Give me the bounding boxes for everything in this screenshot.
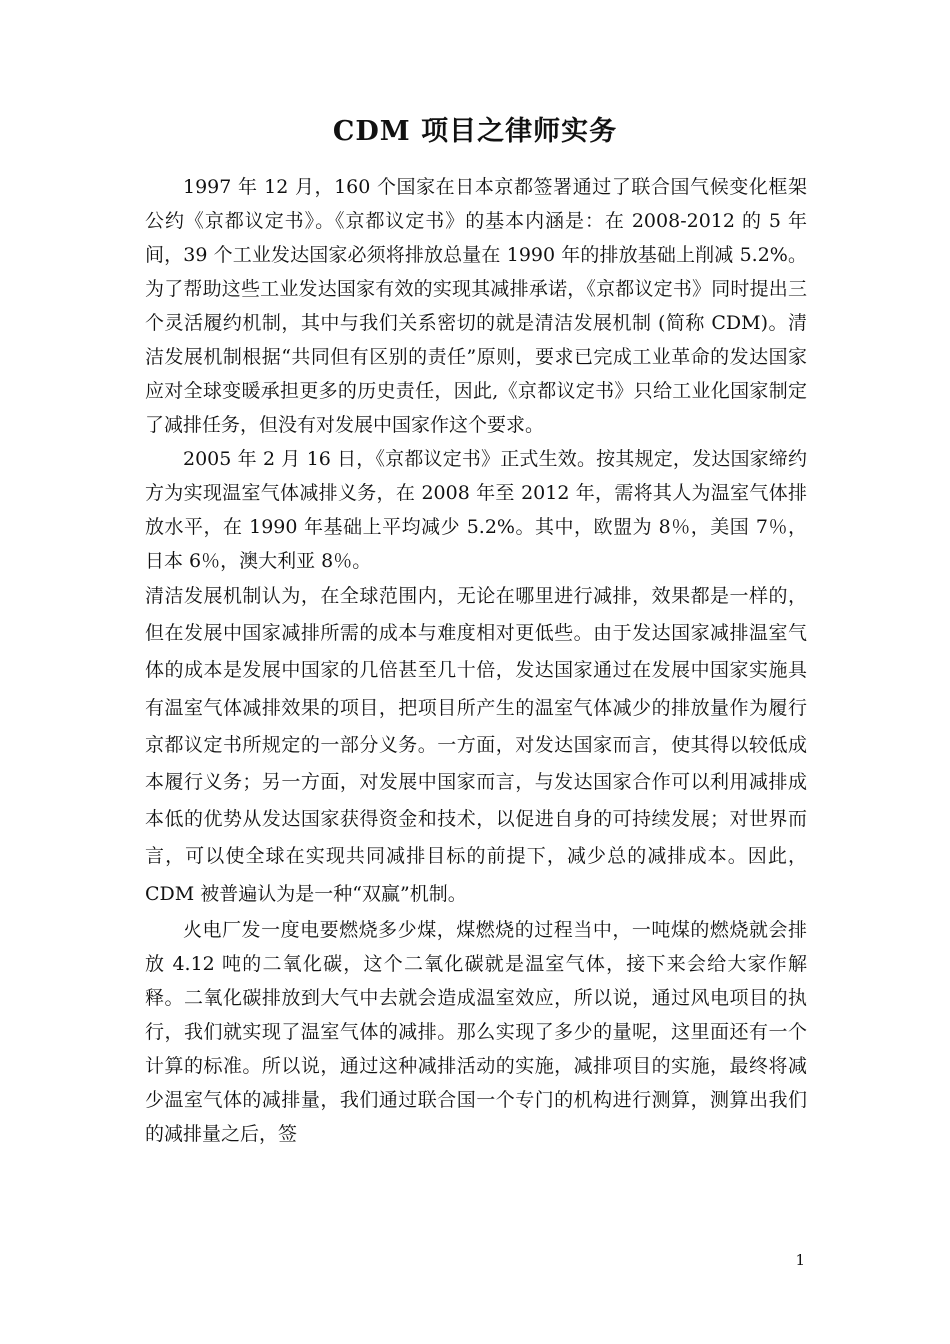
paragraph-kyoto-protocol: 1997 年 12 月，160 个国家在日本京都签署通过了联合国气候变化框架公约《京都议定书》。《京都议定书》的基本内涵是：在 2008-2012 的 5 年间，39 个工业发达国家必须将排放总量在 1990 年的排放基础上削减 5.2%。为了帮助这些工业发达国家有效的实现其减排承诺，《京都议定书》同时提出三个灵活履约机制，其中与我们关系密切的就是清洁发展机制 (简称 CDM)。清洁发展机制根据“共同但有区别的责任”原则，要求已完成工业革命的发达国家应对全球变暖承担更多的历史责任，因此,《京都议定书》只给工业化国家制定了减排任务，但没有对发展中国家作这个要求。 — [145, 176, 807, 436]
document-title: CDM 项目之律师实务 — [332, 116, 618, 147]
document-body — [145, 170, 807, 1151]
paragraph-clean-development-mechanism: 清洁发展机制认为，在全球范围内，无论在哪里进行减排，效果都是一样的，但在发展中国家减排所需的成本与难度相对更低些。由于发达国家减排温室气体的成本是发展中国家的几倍甚至几十倍，发达国家通过在发展中国家实施具有温室气体减排效果的项目，把项目所产生的温室气体减少的排放量作为履行京都议定书所规定的一部分义务。一方面，对发达国家而言，使其得以较低成本履行义务；另一方面，对发展中国家而言，与发达国家合作可以利用减排成本低的优势从发达国家获得资金和技术，以促进自身的可持续发展；对世界而言，可以使全球在实现共同减排目标的前提下，减少总的减排成本。因此，CDM 被普遍认为是一种“双赢”机制。 — [145, 585, 807, 905]
paragraph-protocol-effective: 2005 年 2 月 16 日，《京都议定书》正式生效。按其规定，发达国家缔约方为实现温室气体减排义务，在 2008 年至 2012 年，需将其人为温室气体排放水平，在 1990 年基础上平均减少 5.2%。其中，欧盟为 8％，美国 7％，日本 6％，澳大利亚 8％。 — [145, 448, 807, 572]
paragraph-power-plant-emissions: 火电厂发一度电要燃烧多少煤，煤燃烧的过程当中，一吨煤的燃烧就会排放 4.12 吨的二氧化碳，这个二氧化碳就是温室气体，接下来会给大家作解释。二氧化碳排放到大气中去就会造成温室效应，所以说，通过风电项目的执行，我们就实现了温室气体的减排。那么实现了多少的量呢，这里面还有一个计算的标准。所以说，通过这种减排活动的实施，减排项目的实施，最终将减少温室气体的减排量，我们通过联合国一个专门的机构进行测算，测算出我们的减排量之后，签 — [145, 918, 807, 1145]
page-number: 1 — [795, 1251, 805, 1269]
